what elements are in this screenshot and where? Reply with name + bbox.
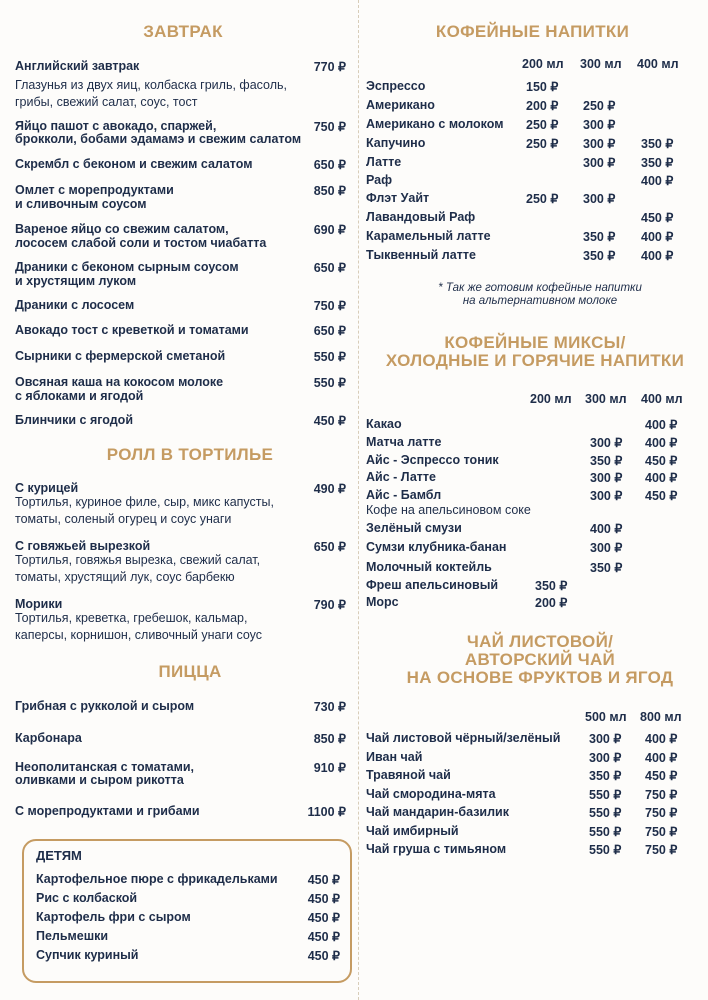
kids-item-price: 450 ₽ [307,911,340,925]
tea-heading: АВТОРСКИЙ ЧАЙ [464,650,616,669]
kids-item-name: Картофельное пюре с фрикадельками [36,872,278,886]
coffee-item-name: Американо [366,98,435,112]
tea-price-800: 750 ₽ [645,806,678,820]
menu-item-name: Английский завтрак [15,59,140,73]
coffee-note: * Так же готовим кофейные напитки [438,282,642,294]
menu-item-name: Неополитанская с томатами, [15,760,195,774]
tea-item-name: Чай имбирный [366,824,459,838]
coffee-item-name: Карамельный латте [366,229,491,243]
menu-item-desc: грибы, свежий салат, соус, тост [15,95,198,109]
menu-item-name: Авокадо тост с креветкой и томатами [15,323,249,337]
kids-item-name: Пельмешки [36,929,109,943]
mix-price-400: 400 ₽ [645,418,678,432]
menu-item-desc: Тортилья, креветка, гребешок, кальмар, [15,611,248,625]
menu-item-price: 770 ₽ [313,60,346,74]
menu-item-name: Яйцо пашот с авокадо, спаржей, [15,119,217,133]
menu-item-desc: Тортилья, говяжья вырезка, свежий салат, [15,553,261,567]
mix-price-400: 450 ₽ [645,489,678,503]
coffee-col-header: 200 мл [522,57,564,71]
menu-item-name: Драники с беконом сырным соусом [15,260,239,274]
kids-item-name: Рис с колбаской [36,891,138,905]
menu-item-name: Карбонара [15,731,82,745]
tea-price-800: 750 ₽ [645,843,678,857]
menu-item-name: Скрембл с беконом и свежим салатом [15,157,253,171]
menu-item-desc: томаты, хрустящий лук, соус барбекю [15,570,235,584]
coffee-item-name: Латте [366,155,402,169]
mixes-col-header: 300 мл [585,392,627,406]
tea-col-header: 800 мл [640,710,682,724]
menu-item-name: и сливочным соусом [15,197,147,211]
mix-price-300: 300 ₽ [590,541,623,555]
kids-item-name: Супчик куриный [36,948,139,962]
mix-price-200: 350 ₽ [535,579,568,593]
menu-item-name: Овсяная каша на кокосом молоке [15,375,224,389]
coffee-price-400: 400 ₽ [641,249,674,263]
menu-item-price: 650 ₽ [313,540,346,554]
menu-item-name: Морики [15,597,63,611]
coffee-price-300: 300 ₽ [583,156,616,170]
breakfast-heading: ЗАВТРАК [143,22,223,41]
tea-price-800: 750 ₽ [645,825,678,839]
tea-item-name: Чай мандарин-базилик [366,805,509,819]
mix-item-sub: Кофе на апельсиновом соке [366,503,531,517]
mix-price-400: 400 ₽ [645,436,678,450]
menu-item-price: 1100 ₽ [307,805,346,819]
mix-price-400: 450 ₽ [645,454,678,468]
coffee-item-name: Капучино [366,136,426,150]
tea-price-800: 450 ₽ [645,769,678,783]
mix-item-name: Айс - Бамбл [366,488,442,502]
menu-item-price: 550 ₽ [313,376,346,390]
mix-price-300: 300 ₽ [590,471,623,485]
menu-item-desc: Тортилья, куриное филе, сыр, микс капусты, [15,495,274,509]
mix-item-name: Фреш апельсиновый [366,578,499,592]
coffee-price-300: 300 ₽ [583,118,616,132]
menu-item-name: С курицей [15,481,79,495]
tea-item-name: Чай листовой чёрный/зелёный [366,731,561,745]
coffee-price-300: 350 ₽ [583,230,616,244]
tea-price-500: 550 ₽ [589,843,622,857]
menu-item-name: Сырники с фермерской сметаной [15,349,226,363]
tea-heading: НА ОСНОВЕ ФРУКТОВ И ЯГОД [406,668,674,687]
tea-col-header: 500 мл [585,710,627,724]
mix-price-400: 400 ₽ [645,471,678,485]
tea-price-800: 400 ₽ [645,732,678,746]
mixes-col-header: 400 мл [641,392,683,406]
menu-item-name: Блинчики с ягодой [15,413,133,427]
menu-item-price: 790 ₽ [313,598,346,612]
rolls-heading: РОЛЛ В ТОРТИЛЬЕ [106,445,274,464]
coffee-item-name: Тыквенный латте [366,248,476,262]
menu-item-name: Вареное яйцо со свежим салатом, [15,222,229,236]
coffee-col-header: 400 мл [637,57,679,71]
mixes-heading: ХОЛОДНЫЕ И ГОРЯЧИЕ НАПИТКИ [385,351,685,370]
menu-item-price: 750 ₽ [313,299,346,313]
menu-item-name: Драники с лососем [15,298,135,312]
menu-item-name: оливками и сыром рикотта [15,773,184,787]
tea-price-500: 550 ₽ [589,825,622,839]
menu-item-price: 730 ₽ [313,700,346,714]
coffee-item-name: Флэт Уайт [366,191,430,205]
menu-item-price: 550 ₽ [313,350,346,364]
menu-item-price: 450 ₽ [313,414,346,428]
coffee-item-name: Эспрессо [366,79,426,93]
menu-item-name: и хрустящим луком [15,274,137,288]
mix-price-200: 200 ₽ [535,596,568,610]
coffee-price-300: 350 ₽ [583,249,616,263]
menu-item-name: С морепродуктами и грибами [15,804,200,818]
coffee-price-300: 300 ₽ [583,137,616,151]
coffee-heading: КОФЕЙНЫЕ НАПИТКИ [435,22,630,41]
mix-item-name: Зелёный смузи [366,521,462,535]
tea-heading: ЧАЙ ЛИСТОВОЙ/ [466,632,614,651]
menu-item-price: 910 ₽ [313,761,346,775]
kids-heading: ДЕТЯМ [36,848,82,863]
coffee-price-400: 350 ₽ [641,156,674,170]
coffee-price-300: 300 ₽ [583,192,616,206]
mix-item-name: Матча латте [366,435,442,449]
tea-price-500: 300 ₽ [589,732,622,746]
coffee-price-400: 350 ₽ [641,137,674,151]
tea-item-name: Чай смородина-мята [366,787,496,801]
mix-item-name: Морс [366,595,399,609]
tea-item-name: Иван чай [366,750,423,764]
coffee-col-header: 300 мл [580,57,622,71]
tea-item-name: Травяной чай [366,768,451,782]
mix-item-name: Какао [366,417,402,431]
coffee-item-name: Раф [366,173,393,187]
tea-item-name: Чай груша с тимьяном [366,842,507,856]
coffee-price-200: 250 ₽ [526,118,559,132]
mixes-heading: КОФЕЙНЫЕ МИКСЫ/ [444,333,626,352]
coffee-price-400: 400 ₽ [641,174,674,188]
menu-item-price: 850 ₽ [313,184,346,198]
coffee-note: на альтернативном молоке [462,295,618,307]
mix-price-300: 350 ₽ [590,561,623,575]
tea-price-500: 300 ₽ [589,751,622,765]
menu-item-price: 650 ₽ [313,158,346,172]
menu-item-price: 690 ₽ [313,223,346,237]
tea-price-500: 350 ₽ [589,769,622,783]
kids-item-price: 450 ₽ [307,949,340,963]
tea-price-500: 550 ₽ [589,806,622,820]
menu-item-name: брокколи, бобами эдамамэ и свежим салатом [15,132,302,146]
menu-item-name: лососем слабой соли и тостом чиабатта [15,236,267,250]
tea-price-500: 550 ₽ [589,788,622,802]
kids-item-name: Картофель фри с сыром [36,910,191,924]
kids-item-price: 450 ₽ [307,873,340,887]
menu-item-price: 750 ₽ [313,120,346,134]
kids-item-price: 450 ₽ [307,930,340,944]
menu-item-desc: томаты, соленый огурец и соус унаги [15,512,232,526]
coffee-item-name: Лавандовый Раф [366,210,476,224]
coffee-price-200: 250 ₽ [526,137,559,151]
coffee-price-200: 250 ₽ [526,192,559,206]
column-divider [358,0,359,1000]
pizza-heading: ПИЦЦА [158,662,222,681]
menu-item-name: с яблоками и ягодой [15,389,144,403]
menu-item-name: С говяжьей вырезкой [15,539,151,553]
coffee-price-300: 250 ₽ [583,99,616,113]
tea-price-800: 750 ₽ [645,788,678,802]
mix-item-name: Молочный коктейль [366,560,492,574]
mix-price-300: 400 ₽ [590,522,623,536]
menu-item-name: Грибная с рукколой и сыром [15,699,195,713]
menu-item-price: 650 ₽ [313,261,346,275]
mixes-col-header: 200 мл [530,392,572,406]
mix-item-name: Айс - Эспрессо тоник [366,453,499,467]
menu-item-name: Омлет с морепродуктами [15,183,174,197]
tea-price-800: 400 ₽ [645,751,678,765]
menu-item-price: 490 ₽ [313,482,346,496]
menu-item-price: 850 ₽ [313,732,346,746]
menu-item-desc: Глазунья из двух яиц, колбаска гриль, фасоль, [15,78,287,92]
mix-price-300: 300 ₽ [590,489,623,503]
mix-price-300: 350 ₽ [590,454,623,468]
menu-item-desc: каперсы, корнишон, сливочный унаги соус [15,628,263,642]
menu-item-price: 650 ₽ [313,324,346,338]
mix-price-300: 300 ₽ [590,436,623,450]
coffee-price-400: 400 ₽ [641,230,674,244]
mix-item-name: Айс - Латте [366,470,437,484]
coffee-price-200: 150 ₽ [526,80,559,94]
coffee-price-200: 200 ₽ [526,99,559,113]
coffee-item-name: Американо с молоком [366,117,504,131]
kids-item-price: 450 ₽ [307,892,340,906]
mix-item-name: Сумзи клубника-банан [366,540,507,554]
coffee-price-400: 450 ₽ [641,211,674,225]
